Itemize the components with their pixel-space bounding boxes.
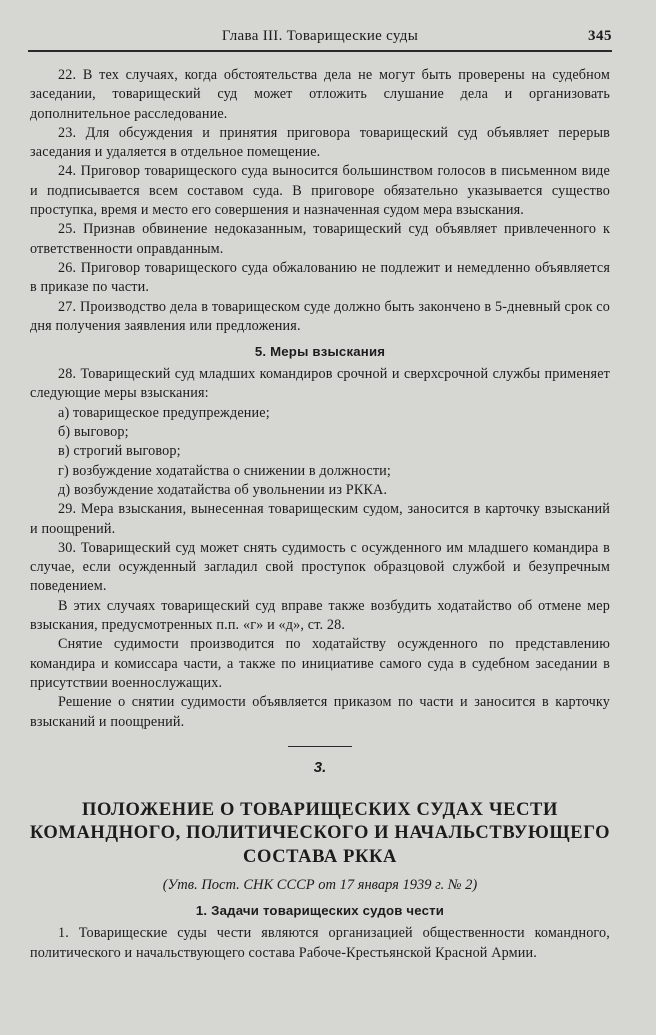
paragraph-30-cont-3: Решение о снятии судимости объявляется приказом по части и заносится в карточку взысканий и поощрений. bbox=[30, 694, 610, 730]
chapter-title: Глава III. Товарищеские суды bbox=[221, 28, 419, 44]
paragraph-27: 27. Производство дела в товарищеском суде должно быть закончено в 5-дневный срок со дня получения заявления или предложения. bbox=[30, 298, 610, 334]
paragraph-30: 30. Товарищеский суд может снять судимость с осужденного им младшего командира в случае, если осужденный загладил свой проступок образцовой службой и безупречным поведением. bbox=[30, 539, 610, 595]
section-1-heading: 1. Задачи товарищеских судов чести bbox=[195, 903, 445, 919]
penalty-item-a: а) товарищеское предупреждение; bbox=[58, 404, 270, 421]
paragraph-25: 25. Признав обвинение недоказанным, товарищеский суд объявляет привлеченного к ответственности оправданным. bbox=[30, 221, 610, 257]
penalty-item-v: в) строгий выговор; bbox=[58, 443, 181, 460]
paragraph-22: 22. В тех случаях, когда обстоятельства дела не могут быть проверены на судебном заседании, товарищеский суд может отложить слушание дела и организовать дополнительное расследование. bbox=[30, 67, 610, 122]
penalty-item-b: б) выговор; bbox=[58, 424, 129, 441]
penalty-item-d: д) возбуждение ходатайства об увольнении из РККА. bbox=[58, 481, 388, 498]
paragraph-30-cont-2: Снятие судимости производится по ходатайству осужденного по представлению командира и комиссара части, а также по инициативе самого суда в судебном заседании в присутствии военнослужащих. bbox=[30, 636, 610, 691]
document-title: ПОЛОЖЕНИЕ О ТОВАРИЩЕСКИХ СУДАХ ЧЕСТИ КОМАНДНОГО, ПОЛИТИЧЕСКОГО И НАЧАЛЬСТВУЮЩЕГО СОСТАВА РККА bbox=[29, 799, 611, 867]
paragraph-23: 23. Для обсуждения и принятия приговора товарищеский суд объявляет перерыв заседания и удаляется в отдельное помещение. bbox=[30, 124, 610, 161]
paragraph-28: 28. Товарищеский суд младших командиров срочной и сверхсрочной службы применяет следующие меры взыскания: bbox=[30, 366, 610, 402]
penalty-item-g: г) возбуждение ходатайства о снижении в должности; bbox=[58, 462, 392, 479]
paragraph-26: 26. Приговор товарищеского суда обжалованию не подлежит и немедленно объявляется в приказе по части. bbox=[30, 259, 610, 296]
page-header bbox=[28, 26, 612, 52]
page-body bbox=[30, 66, 610, 963]
section-5-heading: 5. Меры взыскания bbox=[254, 344, 386, 360]
document-number: 3. bbox=[313, 758, 327, 776]
paragraph-30-cont-1: В этих случаях товарищеский суд вправе также возбудить ходатайство об отмене мер взыскания, предусмотренных п.п. «г» и «д», ст. 28. bbox=[30, 597, 610, 634]
paragraph-1: 1. Товарищеские суды чести являются организацией общественности командного, политического и начальствующего состава Рабоче-Крестьянской Красной Армии. bbox=[30, 925, 610, 961]
section-divider bbox=[288, 746, 352, 747]
page-number: 345 bbox=[588, 28, 612, 44]
paragraph-29: 29. Мера взыскания, вынесенная товарищеским судом, заносится в карточку взысканий и поощрений. bbox=[30, 501, 610, 537]
document-approval-note: (Утв. Пост. СНК СССР от 17 января 1939 г. № 2) bbox=[162, 877, 478, 894]
paragraph-24: 24. Приговор товарищеского суда выносится большинством голосов в письменном виде и подписывается всем составом суда. В приговоре обязательно указывается существо проступка, время и место его совершения и назначенная судом мера взыскания. bbox=[30, 163, 610, 219]
